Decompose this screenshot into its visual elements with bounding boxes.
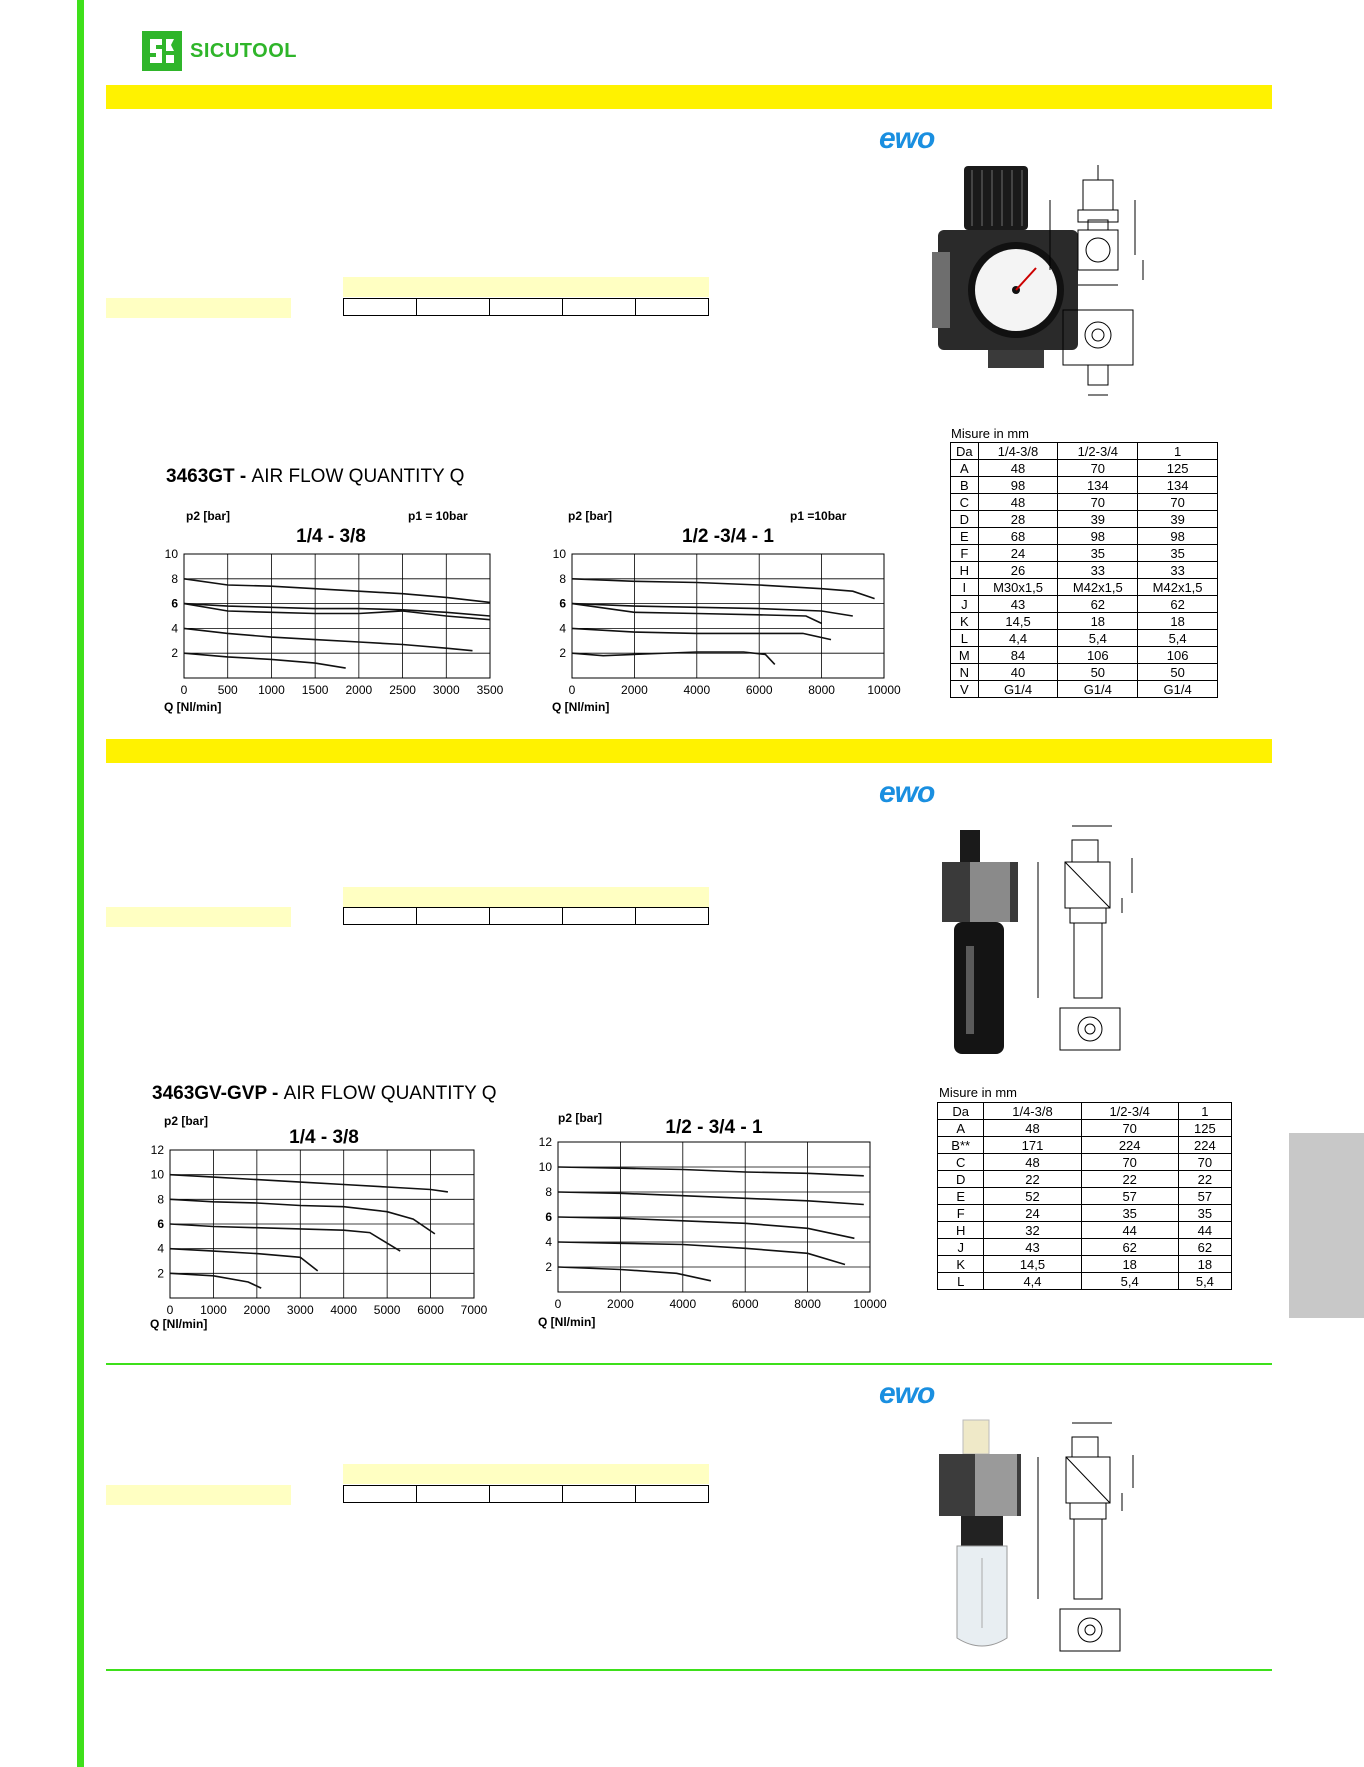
series-line-2 xyxy=(558,1192,864,1205)
table-row xyxy=(951,664,1218,681)
y-tick-label: 4 xyxy=(559,621,566,636)
y-tick-label: 6 xyxy=(157,1217,164,1231)
y-tick-label: 10 xyxy=(150,1167,164,1182)
lubricator-product-photo xyxy=(940,826,1020,1061)
x-tick-label: 1000 xyxy=(258,683,285,697)
table-row xyxy=(951,528,1218,545)
series-line-5 xyxy=(558,1267,711,1281)
section3-spec-label xyxy=(106,1485,291,1505)
table-cell: M42x1,5 xyxy=(1138,579,1218,596)
table-row xyxy=(938,1154,1232,1171)
table-cell: J xyxy=(951,596,979,613)
table-cell: 98 xyxy=(1058,528,1138,545)
table-row xyxy=(951,545,1218,562)
table-cell: 35 xyxy=(1058,545,1138,562)
table-cell: J xyxy=(938,1239,984,1256)
plot-frame xyxy=(572,554,884,678)
table-cell: 48 xyxy=(984,1154,1081,1171)
table-cell: 1 xyxy=(1138,443,1218,460)
table-row xyxy=(951,630,1218,647)
x-axis-label: Q [Nl/min] xyxy=(150,1317,208,1331)
series-line-5 xyxy=(170,1273,261,1288)
table-cell: 18 xyxy=(1058,613,1138,630)
table-cell: 40 xyxy=(978,664,1058,681)
x-axis-label: Q [Nl/min] xyxy=(164,700,222,714)
table-row xyxy=(938,1256,1232,1273)
table-cell: 4,4 xyxy=(984,1273,1081,1290)
table-cell: 5,4 xyxy=(1138,630,1218,647)
flow-chart-3 xyxy=(134,1110,504,1335)
series-line-3 xyxy=(170,1224,400,1251)
y-tick-label: 8 xyxy=(157,1192,164,1207)
table-row xyxy=(951,511,1218,528)
series-line-3 xyxy=(558,1217,854,1238)
y-tick-label: 12 xyxy=(538,1135,552,1149)
table-cell: F xyxy=(938,1205,984,1222)
table-cell: 57 xyxy=(1081,1188,1178,1205)
y-tick-label: 10 xyxy=(552,547,566,561)
table-cell: 35 xyxy=(1138,545,1218,562)
series-line-4 xyxy=(558,1242,845,1265)
x-tick-label: 0 xyxy=(568,683,576,697)
y-tick-label: 2 xyxy=(559,646,566,661)
table-cell: B** xyxy=(938,1137,984,1154)
y-tick-label: 8 xyxy=(545,1185,552,1199)
y-tick-label: 4 xyxy=(545,1235,552,1249)
table-cell: 125 xyxy=(1178,1120,1231,1137)
table-cell: 134 xyxy=(1138,477,1218,494)
series-line-5 xyxy=(184,653,346,668)
section2-spec-header xyxy=(343,887,709,907)
table-cell: B xyxy=(951,477,979,494)
table-row xyxy=(938,1222,1232,1239)
transparent-lubricator-technical-drawing xyxy=(1030,1413,1160,1658)
table-cell: 106 xyxy=(1138,647,1218,664)
table-cell: 22 xyxy=(984,1171,1081,1188)
table-cell: 14,5 xyxy=(978,613,1058,630)
table-cell: 1 xyxy=(1178,1103,1231,1120)
table-cell: N xyxy=(951,664,979,681)
section1-spec-label xyxy=(106,298,291,318)
table-cell: 70 xyxy=(1138,494,1218,511)
table-cell: 48 xyxy=(978,460,1058,477)
y-tick-label: 2 xyxy=(545,1260,552,1274)
table-cell: 70 xyxy=(1081,1154,1178,1171)
table-cell: 50 xyxy=(1138,664,1218,681)
table-cell: 1/2-3/4 xyxy=(1081,1103,1178,1120)
table-cell: 48 xyxy=(978,494,1058,511)
table-cell: G1/4 xyxy=(978,681,1058,698)
table-row xyxy=(938,1205,1232,1222)
table-cell: 35 xyxy=(1081,1205,1178,1222)
section2-dimensions-table xyxy=(937,1102,1232,1290)
table-cell: E xyxy=(951,528,979,545)
section2-spec-row xyxy=(343,907,709,925)
table-cell: 48 xyxy=(984,1120,1081,1137)
table-cell: D xyxy=(938,1171,984,1188)
table-cell: 224 xyxy=(1081,1137,1178,1154)
x-tick-label: 1000 xyxy=(200,1303,227,1317)
table-cell: 39 xyxy=(1058,511,1138,528)
y-tick-label: 4 xyxy=(171,621,178,636)
table-row xyxy=(951,613,1218,630)
x-tick-label: 2000 xyxy=(621,683,648,697)
flow-chart-1 xyxy=(148,502,518,724)
table-cell: 62 xyxy=(1081,1239,1178,1256)
ewo-logo: ewo xyxy=(879,1377,935,1410)
x-tick-label: 3000 xyxy=(286,1303,314,1317)
table-cell: V xyxy=(951,681,979,698)
y-tick-label: 10 xyxy=(164,547,178,561)
series-line-4 xyxy=(170,1249,318,1271)
x-axis-label: Q [Nl/min] xyxy=(552,700,610,714)
section3-spec-header xyxy=(343,1464,709,1484)
table-row xyxy=(938,1137,1232,1154)
table-cell: A xyxy=(938,1120,984,1137)
section3-spec-row xyxy=(343,1485,709,1503)
series-line-4 xyxy=(184,628,473,650)
x-tick-label: 6000 xyxy=(731,1297,759,1311)
table-cell: 68 xyxy=(978,528,1058,545)
table-cell: A xyxy=(951,460,979,477)
chart-subtitle: 1/2 -3/4 - 1 xyxy=(682,526,774,547)
table-cell: 224 xyxy=(1178,1137,1231,1154)
table-cell: 33 xyxy=(1138,562,1218,579)
section1-dimensions-table xyxy=(950,442,1218,698)
table-cell: 98 xyxy=(978,477,1058,494)
table-row xyxy=(938,1120,1232,1137)
table-cell: I xyxy=(951,579,979,596)
flow-chart-4 xyxy=(534,1110,904,1335)
table-cell: 22 xyxy=(1178,1171,1231,1188)
x-tick-label: 10000 xyxy=(853,1297,887,1311)
table-cell: 39 xyxy=(1138,511,1218,528)
x-tick-label: 4000 xyxy=(669,1297,697,1311)
table-cell: 18 xyxy=(1138,613,1218,630)
table-cell: G1/4 xyxy=(1138,681,1218,698)
table-cell: 57 xyxy=(1178,1188,1231,1205)
table-row xyxy=(938,1239,1232,1256)
x-tick-label: 4000 xyxy=(330,1303,358,1317)
table-cell: 5,4 xyxy=(1178,1273,1231,1290)
table-cell: 106 xyxy=(1058,647,1138,664)
flow-chart-2 xyxy=(548,502,908,724)
chart-subtitle: 1/2 - 3/4 - 1 xyxy=(665,1117,763,1138)
section1-dims-caption: Misure in mm xyxy=(951,426,1030,441)
table-row xyxy=(951,494,1218,511)
table-cell: 33 xyxy=(1058,562,1138,579)
table-cell: Da xyxy=(938,1103,984,1120)
table-cell: 1/4-3/8 xyxy=(984,1103,1081,1120)
section3-bottom-divider xyxy=(106,1669,1272,1671)
pressure-annotation: p1 =10bar xyxy=(790,509,847,523)
section2-header-band xyxy=(106,739,1272,763)
section1-spec-row xyxy=(343,298,709,316)
table-cell: 5,4 xyxy=(1081,1273,1178,1290)
table-cell: 98 xyxy=(1138,528,1218,545)
table-cell: 26 xyxy=(978,562,1058,579)
table-cell: 18 xyxy=(1081,1256,1178,1273)
x-tick-label: 2000 xyxy=(607,1297,634,1311)
table-row xyxy=(951,681,1218,698)
y-tick-label: 4 xyxy=(157,1241,164,1256)
table-cell: 171 xyxy=(984,1137,1081,1154)
table-cell: C xyxy=(938,1154,984,1171)
table-cell: 24 xyxy=(978,545,1058,562)
table-cell: L xyxy=(951,630,979,647)
table-cell: 62 xyxy=(1178,1239,1231,1256)
y-axis-label: p2 [bar] xyxy=(186,509,231,523)
table-cell: 32 xyxy=(984,1222,1081,1239)
section2-spec-label xyxy=(106,907,291,927)
table-header-row xyxy=(938,1103,1232,1120)
x-tick-label: 500 xyxy=(217,683,238,697)
section2-dims-caption: Misure in mm xyxy=(939,1085,1018,1100)
table-row xyxy=(951,562,1218,579)
sicutool-logo-icon xyxy=(142,31,182,71)
x-tick-label: 3000 xyxy=(432,683,460,697)
table-cell: 52 xyxy=(984,1188,1081,1205)
pressure-annotation: p1 = 10bar xyxy=(408,509,468,523)
table-cell: 50 xyxy=(1058,664,1138,681)
table-cell: Da xyxy=(951,443,979,460)
table-cell: 62 xyxy=(1138,596,1218,613)
table-cell: 70 xyxy=(1178,1154,1231,1171)
transparent-lubricator-photo xyxy=(935,1418,1025,1658)
table-cell: 84 xyxy=(978,647,1058,664)
table-cell: H xyxy=(951,562,979,579)
lubricator-technical-drawing xyxy=(1030,818,1160,1058)
table-cell: M30x1,5 xyxy=(978,579,1058,596)
table-cell: 125 xyxy=(1138,460,1218,477)
table-cell: 4,4 xyxy=(978,630,1058,647)
table-cell: D xyxy=(951,511,979,528)
ewo-logo: ewo xyxy=(879,122,935,155)
x-tick-label: 2000 xyxy=(243,1303,271,1317)
table-cell: 18 xyxy=(1178,1256,1231,1273)
table-row xyxy=(951,477,1218,494)
chart-subtitle: 1/4 - 3/8 xyxy=(296,526,366,547)
y-tick-label: 6 xyxy=(545,1210,552,1224)
table-row xyxy=(951,579,1218,596)
x-tick-label: 8000 xyxy=(794,1297,821,1311)
table-cell: K xyxy=(938,1256,984,1273)
series-line-1 xyxy=(558,1167,864,1176)
y-tick-label: 2 xyxy=(157,1266,164,1281)
x-tick-label: 1500 xyxy=(301,683,329,697)
table-cell: C xyxy=(951,494,979,511)
section1-header-band xyxy=(106,85,1272,109)
table-row xyxy=(951,647,1218,664)
table-row xyxy=(938,1188,1232,1205)
x-tick-label: 4000 xyxy=(683,683,711,697)
table-cell: 43 xyxy=(984,1239,1081,1256)
x-tick-label: 6000 xyxy=(417,1303,444,1317)
y-tick-label: 12 xyxy=(150,1143,164,1157)
brand-name: SICUTOOL xyxy=(190,39,297,62)
y-tick-label: 6 xyxy=(559,596,566,611)
chart-subtitle: 1/4 - 3/8 xyxy=(289,1127,359,1148)
table-cell: 5,4 xyxy=(1058,630,1138,647)
table-cell: 70 xyxy=(1058,460,1138,477)
x-tick-label: 0 xyxy=(180,683,188,697)
table-row xyxy=(951,460,1218,477)
table-row xyxy=(938,1171,1232,1188)
table-cell: 1/4-3/8 xyxy=(978,443,1058,460)
x-tick-label: 5000 xyxy=(373,1303,401,1317)
table-cell: 43 xyxy=(978,596,1058,613)
x-tick-label: 0 xyxy=(554,1297,562,1311)
table-cell: 62 xyxy=(1058,596,1138,613)
table-cell: 35 xyxy=(1178,1205,1231,1222)
table-cell: L xyxy=(938,1273,984,1290)
table-cell: M42x1,5 xyxy=(1058,579,1138,596)
x-tick-label: 2500 xyxy=(389,683,416,697)
section1-spec-header xyxy=(343,277,709,297)
x-tick-label: 10000 xyxy=(867,683,901,697)
series-line-1 xyxy=(170,1175,448,1192)
y-axis-label: p2 [bar] xyxy=(164,1114,209,1128)
x-axis-label: Q [Nl/min] xyxy=(538,1315,596,1329)
x-tick-label: 3500 xyxy=(476,683,504,697)
table-cell: 28 xyxy=(978,511,1058,528)
regulator-technical-drawing xyxy=(1040,155,1165,410)
table-header-row xyxy=(951,443,1218,460)
table-cell: 44 xyxy=(1178,1222,1231,1239)
y-axis-label: p2 [bar] xyxy=(568,509,613,523)
side-tab xyxy=(1289,1133,1364,1318)
table-cell: G1/4 xyxy=(1058,681,1138,698)
table-cell: 134 xyxy=(1058,477,1138,494)
y-tick-label: 8 xyxy=(171,571,178,586)
y-tick-label: 8 xyxy=(559,571,566,586)
table-cell: K xyxy=(951,613,979,630)
table-cell: 1/2-3/4 xyxy=(1058,443,1138,460)
y-tick-label: 2 xyxy=(171,646,178,661)
table-cell: H xyxy=(938,1222,984,1239)
series-line-1 xyxy=(184,579,490,603)
y-tick-label: 10 xyxy=(538,1160,552,1174)
table-row xyxy=(951,596,1218,613)
series-line-5 xyxy=(572,652,775,664)
table-cell: F xyxy=(951,545,979,562)
table-cell: 24 xyxy=(984,1205,1081,1222)
table-cell: E xyxy=(938,1188,984,1205)
brand-logo xyxy=(142,28,297,74)
x-tick-label: 0 xyxy=(166,1303,174,1317)
section3-top-divider xyxy=(106,1363,1272,1365)
left-green-border xyxy=(77,0,84,1767)
table-cell: 14,5 xyxy=(984,1256,1081,1273)
table-cell: 44 xyxy=(1081,1222,1178,1239)
x-tick-label: 6000 xyxy=(745,683,773,697)
series-line-1 xyxy=(572,579,875,599)
table-cell: 70 xyxy=(1058,494,1138,511)
table-cell: 22 xyxy=(1081,1171,1178,1188)
section1-chart-title: 3463GT - AIR FLOW QUANTITY Q xyxy=(166,466,465,487)
table-cell: 70 xyxy=(1081,1120,1178,1137)
y-axis-label: p2 [bar] xyxy=(558,1111,603,1125)
table-row xyxy=(938,1273,1232,1290)
series-line-4 xyxy=(572,628,831,639)
y-tick-label: 6 xyxy=(171,596,178,611)
x-tick-label: 7000 xyxy=(460,1303,488,1317)
x-tick-label: 2000 xyxy=(345,683,373,697)
table-cell: M xyxy=(951,647,979,664)
ewo-logo: ewo xyxy=(879,776,935,809)
section2-chart-title: 3463GV-GVP - AIR FLOW QUANTITY Q xyxy=(152,1083,497,1104)
x-tick-label: 8000 xyxy=(808,683,835,697)
